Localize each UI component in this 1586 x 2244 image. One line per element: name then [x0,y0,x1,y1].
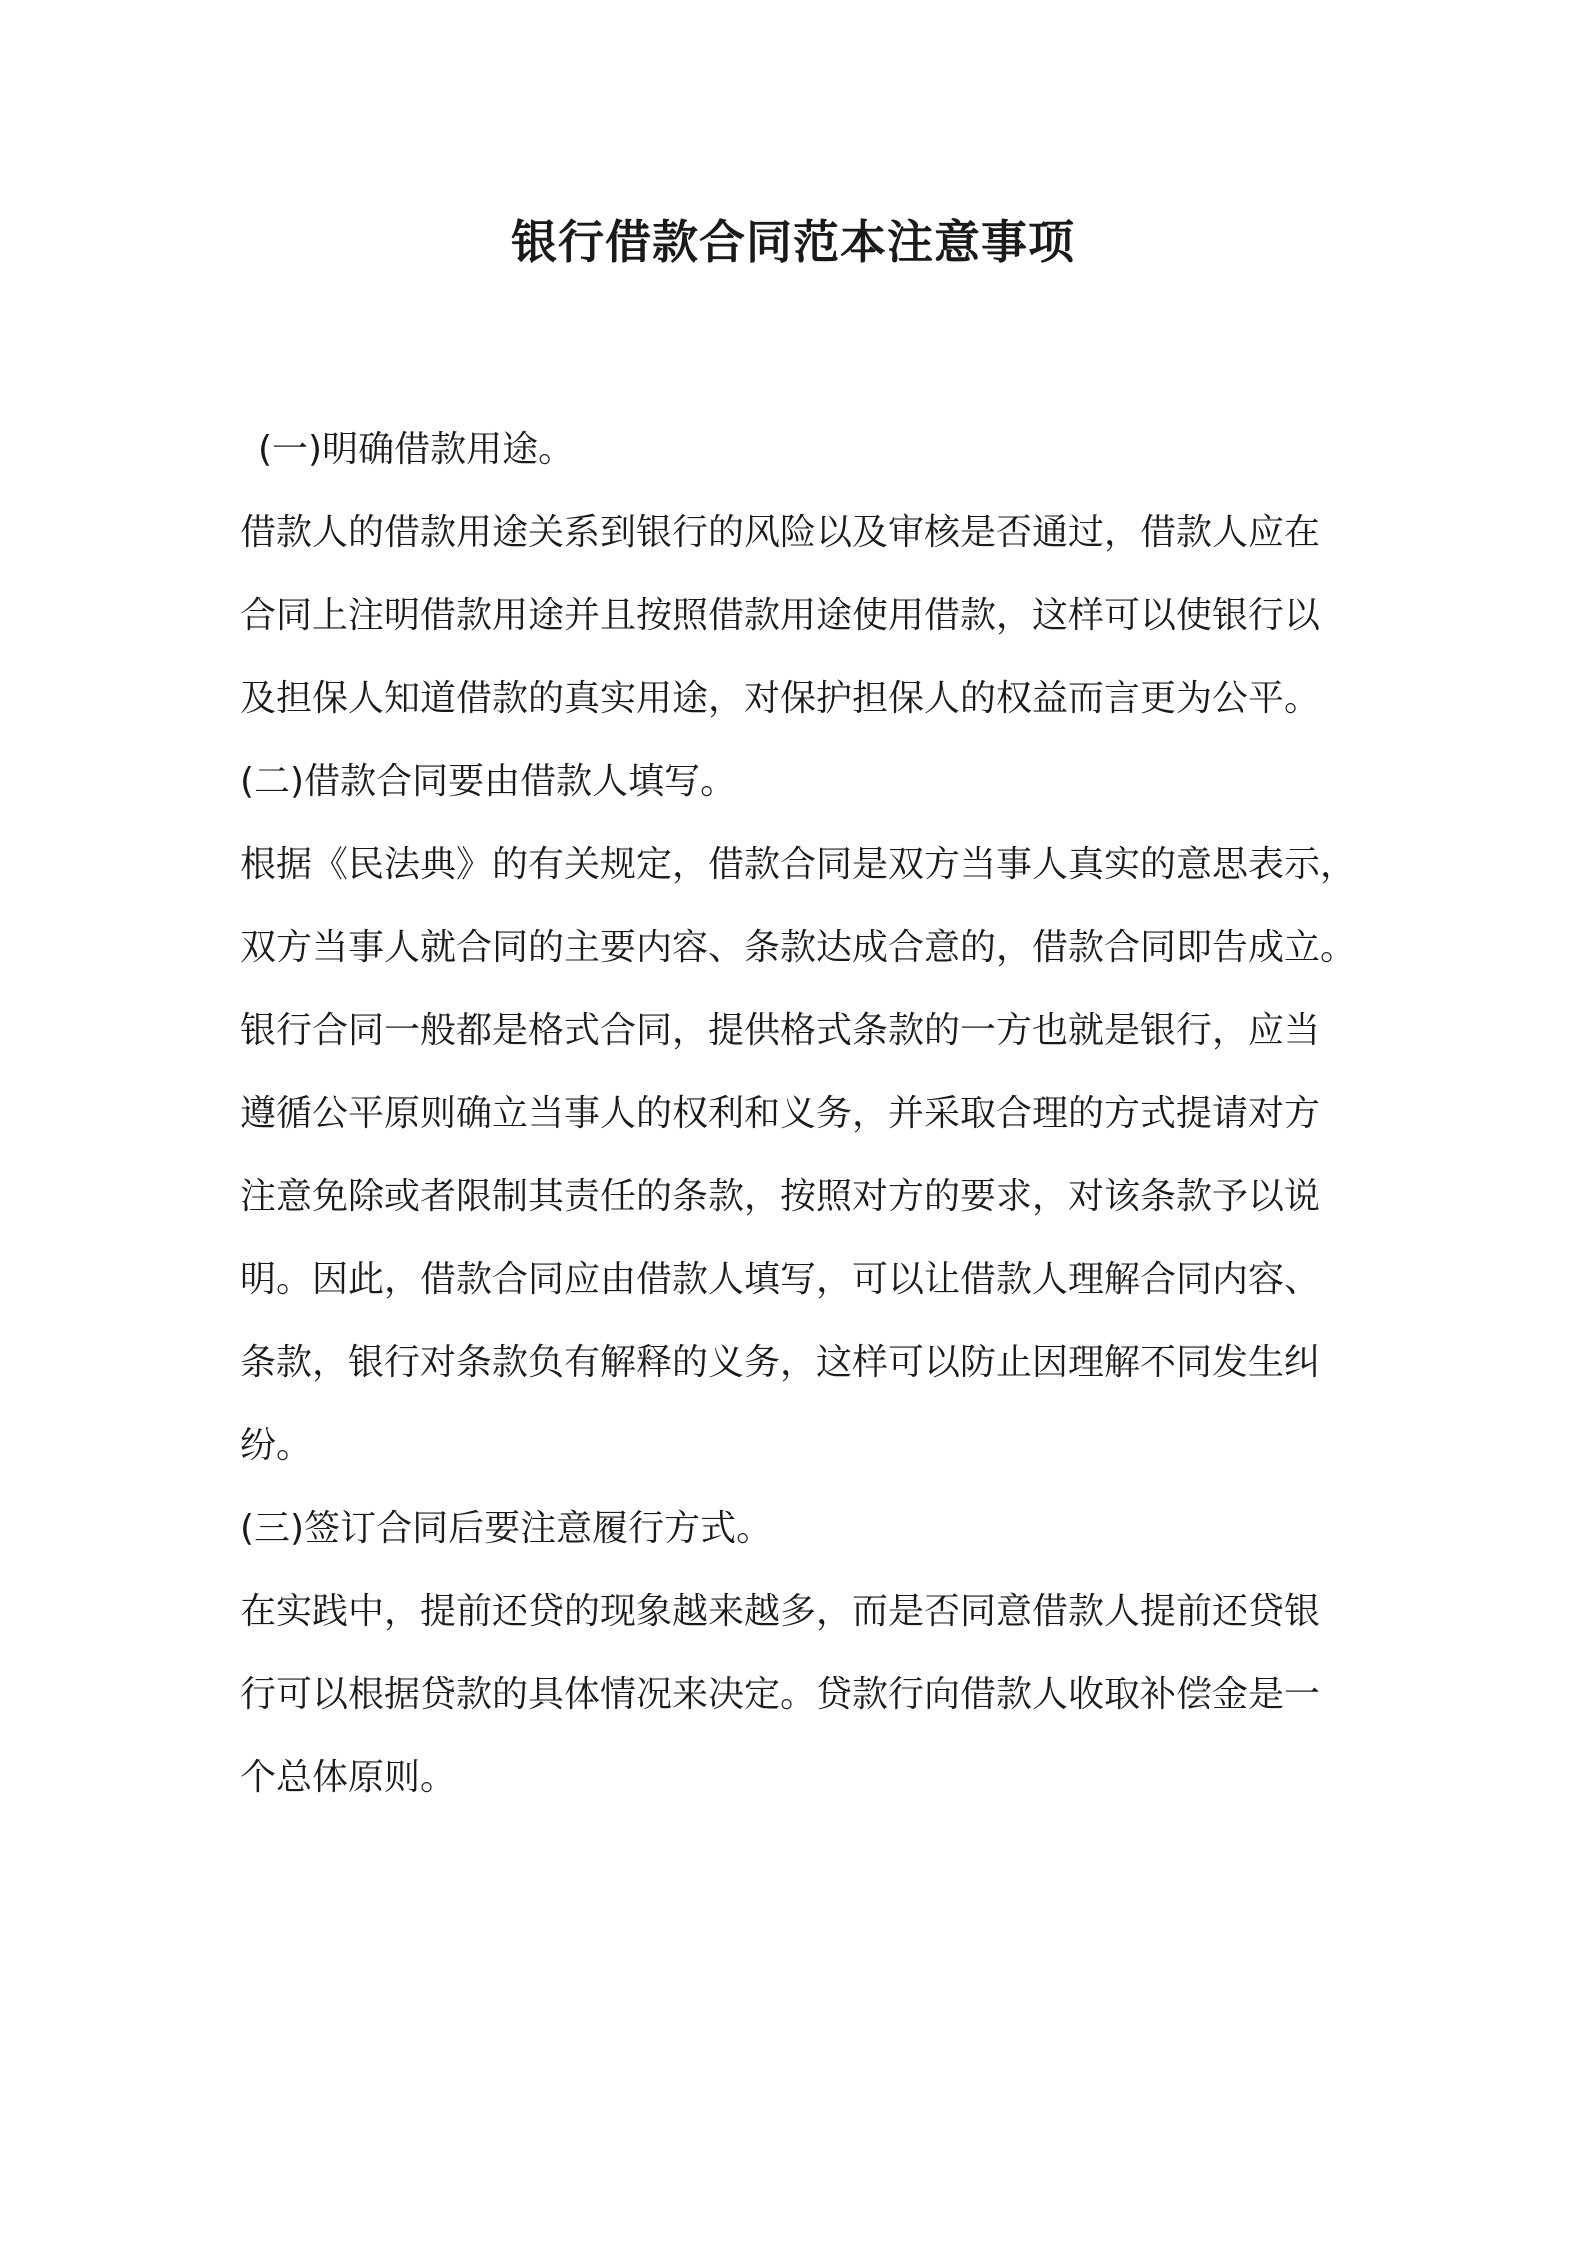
paragraph-line: 条款，银行对条款负有解释的义务，这样可以防止因理解不同发生纠 [240,1342,1321,1383]
document-title: 银行借款合同范本注意事项 [511,215,1075,269]
paragraph-line: 双方当事人就合同的主要内容、条款达成合意的，借款合同即告成立。 [240,927,1357,968]
section-heading-1: (一)明确借款用途。 [258,429,575,470]
paragraph-line: 在实践中，提前还贷的现象越来越多，而是否同意借款人提前还贷银 [240,1591,1321,1632]
paragraph-line: 明。因此，借款合同应由借款人填写，可以让借款人理解合同内容、 [240,1259,1321,1300]
paragraph-line: 纷。 [240,1425,313,1466]
paragraph-line: 及担保人知道借款的真实用途，对保护担保人的权益而言更为公平。 [240,678,1321,719]
paragraph-line: 银行合同一般都是格式合同，提供格式条款的一方也就是银行，应当 [240,1010,1321,1051]
paragraph-line: 合同上注明借款用途并且按照借款用途使用借款，这样可以使银行以 [240,595,1321,636]
paragraph-line: 借款人的借款用途关系到银行的风险以及审核是否通过，借款人应在 [240,512,1321,553]
paragraph-line: 注意免除或者限制其责任的条款，按照对方的要求，对该条款予以说 [240,1176,1321,1217]
section-heading-2: (二)借款合同要由借款人填写。 [240,761,737,802]
paragraph-line: 个总体原则。 [240,1757,457,1798]
section-heading-3: (三)签订合同后要注意履行方式。 [240,1508,773,1549]
document-body [240,408,1360,1819]
paragraph-line: 根据《民法典》的有关规定，借款合同是双方当事人真实的意思表示， [240,844,1357,885]
paragraph-line: 遵循公平原则确立当事人的权利和义务，并采取合理的方式提请对方 [240,1093,1321,1134]
paragraph-line: 行可以根据贷款的具体情况来决定。贷款行向借款人收取补偿金是一 [240,1674,1321,1715]
